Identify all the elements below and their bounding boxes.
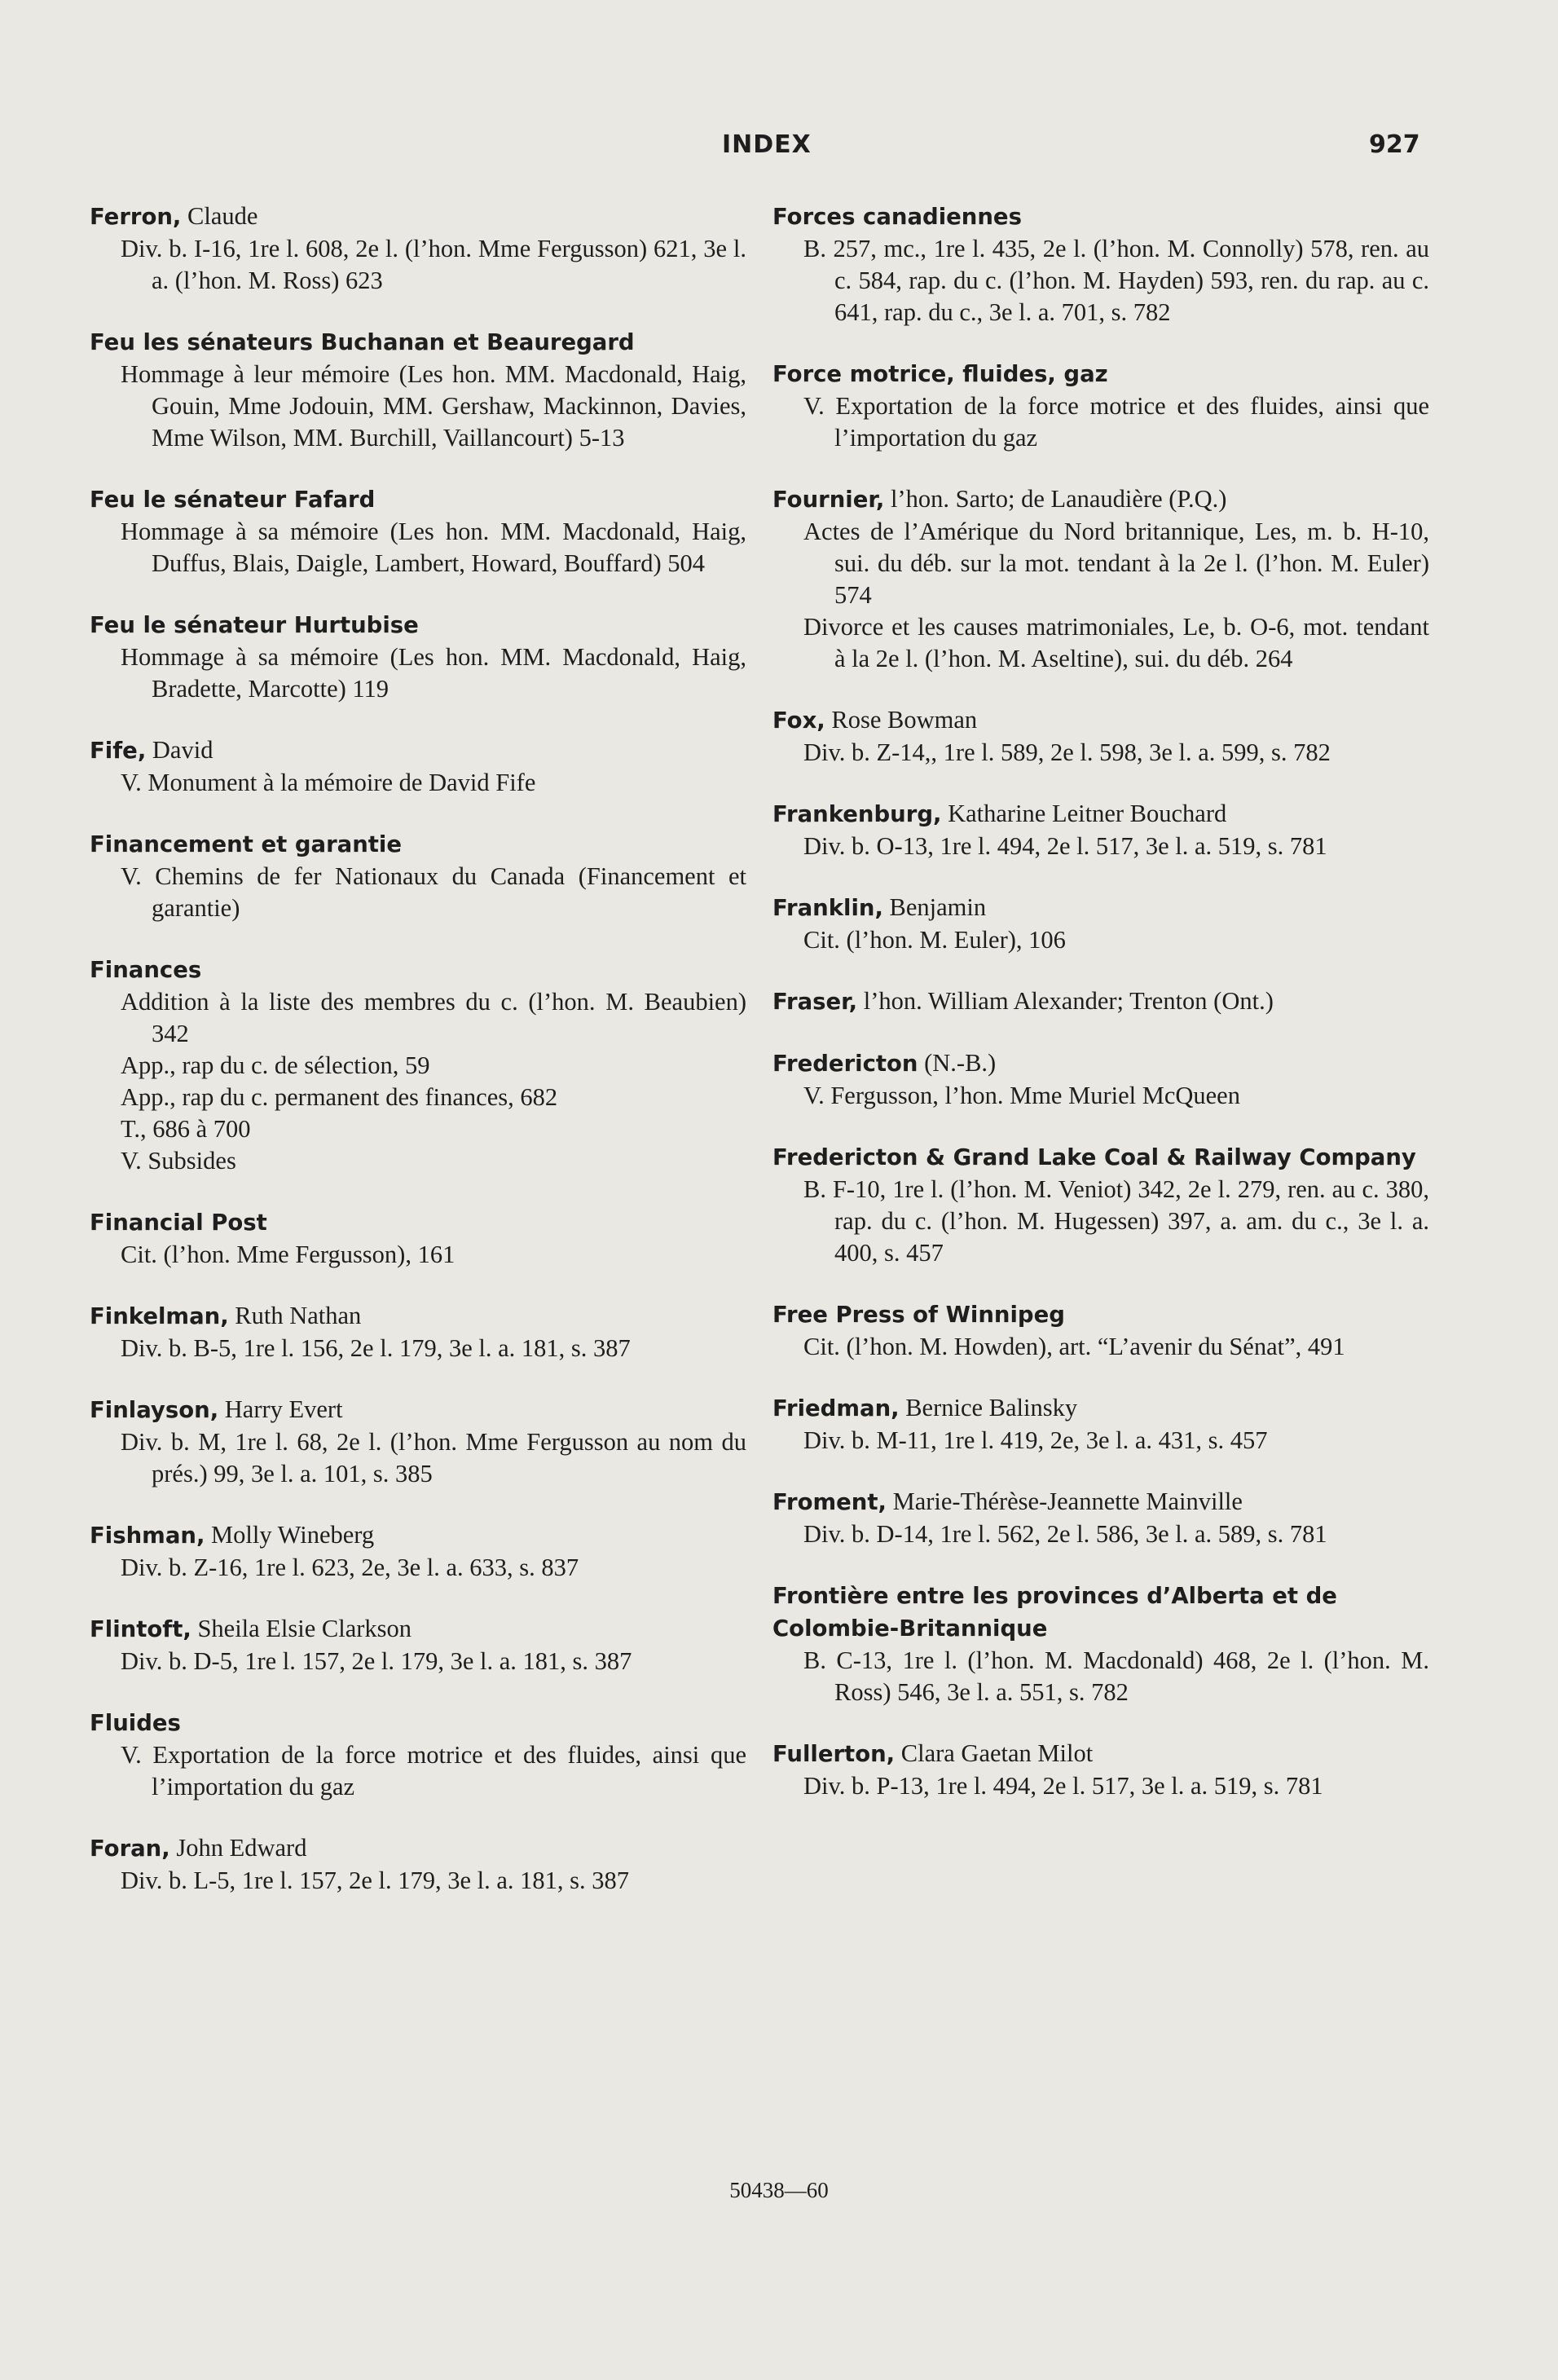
page-footer: 50438—60	[729, 2178, 829, 2202]
entry-subentry: Div. b. I-16, 1re l. 608, 2e l. (l’hon. Mme Fergusson) 621, 3e l. a. (l’hon. M. Ross) 623	[121, 235, 746, 294]
entry-heading-rest: Clara Gaetan Milot	[900, 1739, 1094, 1767]
entry-heading-rest: Molly Wineberg	[211, 1521, 375, 1549]
entry-subentry: Div. b. O-13, 1re l. 494, 2e l. 517, 3e l. a. 519, s. 781	[803, 832, 1327, 860]
entry-subentry: T., 686 à 700	[121, 1115, 251, 1143]
index-entry	[772, 1141, 1429, 1269]
entry-heading-term: Fife,	[90, 738, 147, 764]
index-entry	[772, 985, 1429, 1018]
entry-heading-term: Fishman,	[90, 1523, 205, 1549]
entry-heading	[772, 1486, 1429, 1518]
entry-heading-rest: Rose Bowman	[831, 706, 978, 734]
entry-heading	[772, 1738, 1429, 1770]
page-header	[0, 130, 1558, 171]
index-entry	[772, 1738, 1429, 1802]
entry-subentry: Div. b. D-5, 1re l. 157, 2e l. 179, 3e l. a. 181, s. 387	[121, 1647, 632, 1675]
entry-heading-term: Ferron,	[90, 204, 182, 230]
index-entry	[90, 828, 746, 924]
entry-heading	[772, 1580, 1429, 1645]
entry-heading-rest: Harry Evert	[224, 1395, 343, 1423]
entry-subentry: V. Exportation de la force motrice et des fluides, ainsi que l’importation du gaz	[803, 392, 1429, 452]
entry-heading-term: Finlayson,	[90, 1397, 219, 1423]
entry-heading	[90, 1707, 746, 1739]
entry-subentry: V. Monument à la mémoire de David Fife	[121, 769, 536, 796]
entry-heading-term: Forces canadiennes	[772, 204, 1022, 230]
index-entry	[772, 483, 1429, 675]
entry-heading-term: Financial Post	[90, 1210, 267, 1236]
entry-heading	[90, 1519, 746, 1552]
entry-heading-term: Fraser,	[772, 989, 858, 1015]
entry-heading-term: Frontière entre les provinces d’Alberta et de Colombie-Britannique	[772, 1583, 1337, 1642]
entry-heading-term: Fluides	[90, 1710, 181, 1736]
entry-subentry: Div. b. D-14, 1re l. 562, 2e l. 586, 3e l. a. 589, s. 781	[803, 1520, 1327, 1548]
entry-heading	[772, 1047, 1429, 1080]
entry-subentry: Div. b. B-5, 1re l. 156, 2e l. 179, 3e l. a. 181, s. 387	[121, 1334, 631, 1362]
index-entry	[90, 201, 746, 297]
entry-heading	[772, 1298, 1429, 1331]
entry-subentry: Hommage à sa mémoire (Les hon. MM. Macdonald, Haig, Duffus, Blais, Daigle, Lambert, Howard, Bouffard) 504	[121, 518, 746, 577]
entry-heading-term: Fredericton & Grand Lake Coal & Railway Company	[772, 1144, 1416, 1170]
entry-subentry: Divorce et les causes matrimoniales, Le, b. O-6, mot. tendant à la 2e l. (l’hon. M. Aseltine), sui. du déb. 264	[803, 613, 1429, 672]
entry-heading-rest: l’hon. Sarto; de Lanaudière (P.Q.)	[890, 485, 1227, 513]
entry-heading	[90, 609, 746, 641]
index-column-left	[90, 201, 746, 1926]
entry-heading-term: Foran,	[90, 1836, 170, 1862]
index-entry	[90, 1206, 746, 1271]
entry-heading-term: Flintoft,	[90, 1616, 191, 1642]
entry-heading-rest: Marie-Thérèse-Jeannette Mainville	[892, 1488, 1243, 1515]
entry-heading	[90, 326, 746, 359]
entry-heading	[772, 483, 1429, 516]
entry-heading	[772, 358, 1429, 390]
entry-heading-term: Fredericton	[772, 1051, 918, 1077]
entry-heading	[90, 954, 746, 986]
entry-heading-rest: (N.-B.)	[924, 1049, 997, 1077]
entry-heading	[90, 828, 746, 861]
index-column-right	[772, 201, 1429, 1831]
entry-subentry: Div. b. M, 1re l. 68, 2e l. (l’hon. Mme Fergusson au nom du prés.) 99, 3e l. a. 101, s. 385	[121, 1428, 746, 1488]
entry-heading	[90, 1300, 746, 1333]
entry-subentry: Div. b. Z-14,, 1re l. 589, 2e l. 598, 3e l. a. 599, s. 782	[803, 738, 1331, 766]
entry-heading-term: Free Press of Winnipeg	[772, 1302, 1065, 1328]
entry-subentry: V. Exportation de la force motrice et des fluides, ainsi que l’importation du gaz	[121, 1741, 746, 1800]
entry-heading-rest: Claude	[187, 202, 258, 230]
entry-subentry: B. F-10, 1re l. (l’hon. M. Veniot) 342, 2e l. 279, ren. au c. 380, rap. du c. (l’hon. M. Hugessen) 397, a. am. du c., 3e l. a. 400, s. 457	[803, 1175, 1429, 1267]
entry-heading-term: Financement et garantie	[90, 831, 403, 857]
index-entry	[90, 609, 746, 705]
entry-subentry: Cit. (l’hon. M. Euler), 106	[803, 926, 1066, 954]
index-entry	[90, 483, 746, 580]
entry-subentry: Div. b. P-13, 1re l. 494, 2e l. 517, 3e l. a. 519, s. 781	[803, 1772, 1323, 1800]
entry-heading-term: Feu le sénateur Fafard	[90, 487, 376, 513]
entry-heading-rest: Benjamin	[889, 893, 987, 921]
index-entry	[772, 1047, 1429, 1112]
index-entry	[772, 798, 1429, 862]
entry-subentry: V. Chemins de fer Nationaux du Canada (Financement et garantie)	[121, 862, 746, 922]
entry-subentry: Cit. (l’hon. Mme Fergusson), 161	[121, 1241, 456, 1268]
entry-heading-term: Fullerton,	[772, 1741, 896, 1767]
entry-heading-term: Frankenburg,	[772, 801, 942, 827]
entry-subentry: B. 257, mc., 1re l. 435, 2e l. (l’hon. M. Connolly) 578, ren. au c. 584, rap. du c. (l’hon. M. Hayden) 593, ren. du rap. au c. 641, rap. du c., 3e l. a. 701, s. 782	[803, 235, 1429, 326]
entry-heading-rest: John Edward	[176, 1834, 307, 1862]
index-entry	[90, 1707, 746, 1803]
index-entry	[772, 892, 1429, 956]
entry-heading-rest: Ruth Nathan	[235, 1302, 362, 1329]
entry-heading	[772, 798, 1429, 831]
entry-heading	[90, 734, 746, 767]
entry-subentry: Div. b. M-11, 1re l. 419, 2e, 3e l. a. 431, s. 457	[803, 1426, 1268, 1454]
index-entry	[90, 1519, 746, 1584]
entry-heading	[90, 483, 746, 516]
index-entry	[772, 1486, 1429, 1550]
entry-subentry: Hommage à sa mémoire (Les hon. MM. Macdonald, Haig, Bradette, Marcotte) 119	[121, 643, 746, 703]
entry-heading	[90, 1832, 746, 1865]
entry-heading-rest: Sheila Elsie Clarkson	[197, 1615, 412, 1642]
entry-subentry: Div. b. L-5, 1re l. 157, 2e l. 179, 3e l. a. 181, s. 387	[121, 1867, 630, 1894]
index-entry	[90, 1832, 746, 1897]
index-entry	[90, 734, 746, 799]
entry-heading-term: Finances	[90, 957, 202, 983]
entry-heading-term: Fournier,	[772, 487, 885, 513]
index-entry	[90, 1300, 746, 1364]
entry-heading-term: Feu les sénateurs Buchanan et Beauregard	[90, 329, 635, 355]
entry-heading-term: Force motrice, fluides, gaz	[772, 361, 1108, 387]
entry-heading	[90, 1206, 746, 1239]
entry-heading-term: Friedman,	[772, 1395, 900, 1421]
entry-subentry: App., rap du c. de sélection, 59	[121, 1051, 430, 1079]
entry-heading	[772, 892, 1429, 924]
index-entry	[772, 1580, 1429, 1708]
page-title: INDEX	[722, 130, 812, 159]
index-entry	[90, 1394, 746, 1490]
entry-heading-rest: l’hon. William Alexander; Trenton (Ont.)	[863, 987, 1274, 1015]
entry-subentry: Actes de l’Amérique du Nord britannique, Les, m. b. H-10, sui. du déb. sur la mot. tendant à la 2e l. (l’hon. M. Euler) 574	[803, 518, 1429, 609]
entry-heading-rest: Bernice Balinsky	[905, 1394, 1078, 1421]
index-entry	[90, 954, 746, 1177]
entry-heading	[772, 1141, 1429, 1174]
entry-heading-rest: Katharine Leitner Bouchard	[948, 800, 1227, 827]
index-entry	[772, 201, 1429, 328]
entry-subentry: V. Subsides	[121, 1147, 236, 1175]
entry-heading-rest: David	[152, 736, 213, 764]
entry-heading-term: Feu le sénateur Hurtubise	[90, 612, 419, 638]
entry-subentry: Hommage à leur mémoire (Les hon. MM. Macdonald, Haig, Gouin, Mme Jodouin, MM. Gershaw, Mackinnon, Davies, Mme Wilson, MM. Burchill, Vaillancourt) 5-13	[121, 360, 746, 452]
entry-heading-term: Froment,	[772, 1489, 887, 1515]
entry-subentry: Cit. (l’hon. M. Howden), art. “L’avenir du Sénat”, 491	[803, 1333, 1345, 1360]
entry-heading	[90, 1613, 746, 1646]
entry-heading	[90, 1394, 746, 1426]
index-entry	[772, 1392, 1429, 1457]
entry-heading	[772, 1392, 1429, 1425]
entry-subentry: B. C-13, 1re l. (l’hon. M. Macdonald) 468, 2e l. (l’hon. M. Ross) 546, 3e l. a. 551, s. 782	[803, 1646, 1429, 1706]
entry-subentry: V. Fergusson, l’hon. Mme Muriel McQueen	[803, 1082, 1240, 1109]
entry-heading-term: Fox,	[772, 707, 825, 734]
entry-subentry: Addition à la liste des membres du c. (l’hon. M. Beaubien) 342	[121, 988, 746, 1047]
entry-subentry: App., rap du c. permanent des finances, 682	[121, 1083, 558, 1111]
entry-subentry: Div. b. Z-16, 1re l. 623, 2e, 3e l. a. 633, s. 837	[121, 1554, 579, 1581]
entry-heading	[772, 985, 1429, 1018]
entry-heading-term: Finkelman,	[90, 1303, 229, 1329]
index-entry	[772, 1298, 1429, 1363]
index-entry	[90, 326, 746, 454]
entry-heading	[772, 704, 1429, 737]
entry-heading	[772, 201, 1429, 233]
index-entry	[772, 704, 1429, 769]
entry-heading-term: Franklin,	[772, 895, 883, 921]
index-entry	[90, 1613, 746, 1677]
page-number: 927	[1369, 130, 1420, 159]
entry-heading	[90, 201, 746, 233]
index-entry	[772, 358, 1429, 454]
